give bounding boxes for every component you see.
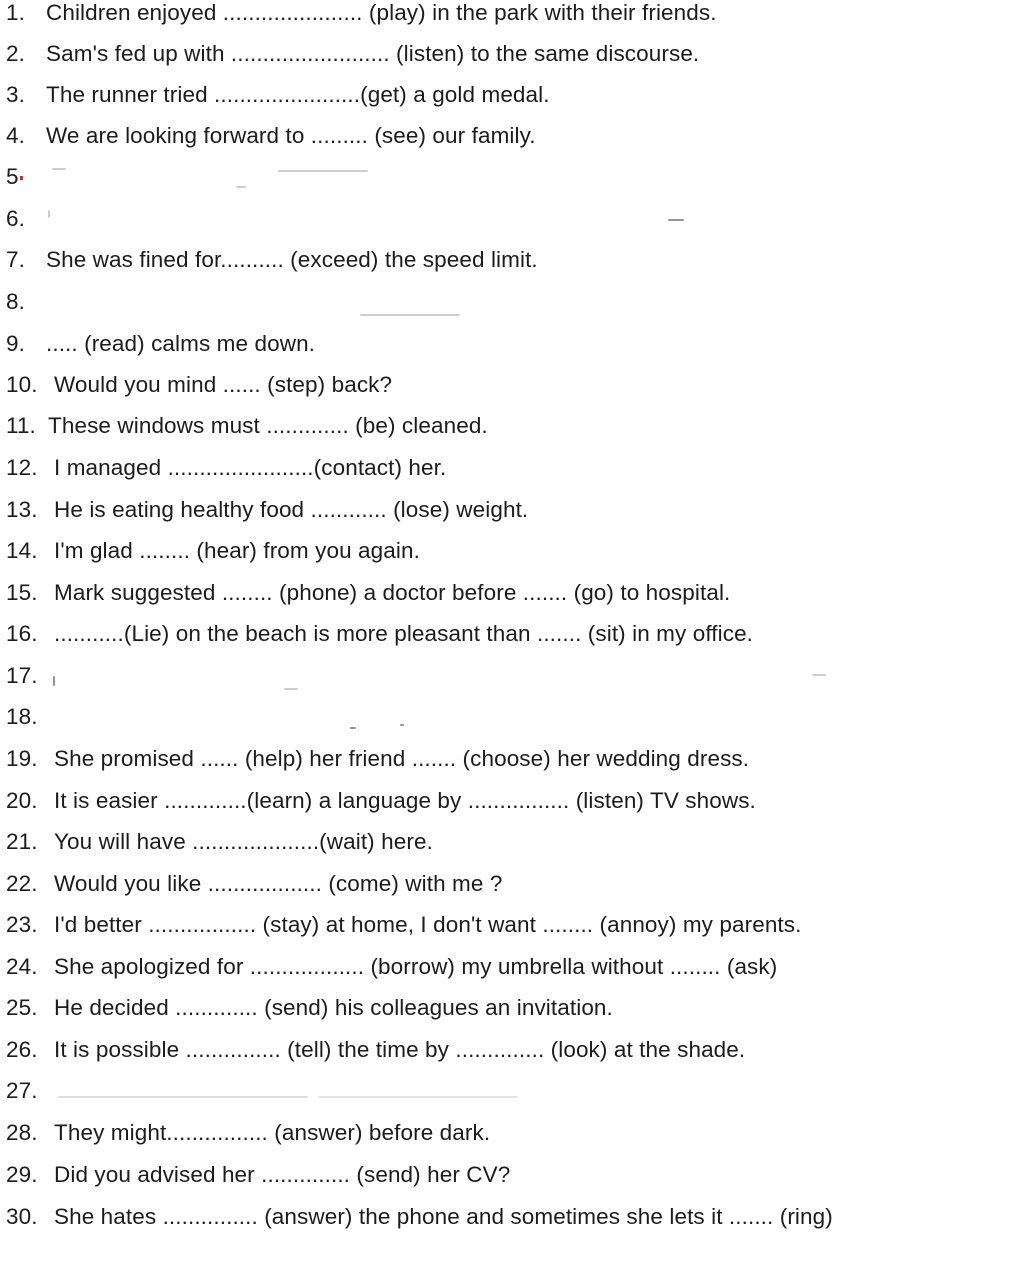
exercise-item-29 <box>6 1158 510 1192</box>
item-number: 19. <box>6 746 38 771</box>
erased-line-smudge <box>360 314 460 316</box>
item-number: 2. <box>6 41 25 66</box>
item-text: I'm glad ........ (hear) from you again. <box>54 538 420 563</box>
exercise-item-24 <box>6 950 777 984</box>
item-text: Would you like .................. (come) with me ? <box>54 871 503 896</box>
exercise-item-14 <box>6 534 420 568</box>
erased-line-smudge <box>350 727 356 729</box>
exercise-item-27 <box>6 1074 54 1108</box>
item-text: Sam's fed up with ......................... (listen) to the same discourse. <box>46 41 700 66</box>
exercise-item-5 <box>6 160 23 194</box>
exercise-item-6 <box>6 202 46 236</box>
exercise-item-1 <box>6 0 717 30</box>
exercise-item-23 <box>6 908 802 942</box>
item-number: 28. <box>6 1120 38 1145</box>
item-number: 17. <box>6 663 38 688</box>
item-number: 1. <box>6 0 25 25</box>
erased-line-smudge <box>236 186 246 188</box>
item-number: 26. <box>6 1037 38 1062</box>
item-text: These windows must ............. (be) cleaned. <box>48 413 488 438</box>
item-text: ..... (read) calms me down. <box>46 331 316 356</box>
item-text: I managed .......................(contact) her. <box>54 455 447 480</box>
exercise-item-16 <box>6 617 753 651</box>
item-number: 21. <box>6 829 38 854</box>
erased-line-smudge <box>812 674 826 676</box>
exercise-item-8 <box>6 285 46 319</box>
exercise-item-25 <box>6 991 613 1025</box>
erased-line-smudge <box>318 1096 518 1098</box>
erased-line-smudge <box>668 219 684 221</box>
item-number: 14. <box>6 538 38 563</box>
item-number: 22. <box>6 871 38 896</box>
item-text: I'd better ................. (stay) at home, I don't want ........ (annoy) my parents. <box>54 912 802 937</box>
exercise-item-19 <box>6 742 749 776</box>
erased-line-smudge <box>278 170 368 172</box>
exercise-item-11 <box>6 409 488 443</box>
item-number: 25. <box>6 995 38 1020</box>
item-text: ...........(Lie) on the beach is more pleasant than ....... (sit) in my office. <box>54 621 754 646</box>
item-number: 9. <box>6 331 25 356</box>
item-number: 15. <box>6 580 38 605</box>
item-number: 13. <box>6 497 38 522</box>
exercise-item-26 <box>6 1033 745 1067</box>
item-number: 8. <box>6 289 25 314</box>
exercise-item-7 <box>6 243 538 277</box>
item-text: He is eating healthy food ............ (lose) weight. <box>54 497 529 522</box>
exercise-item-15 <box>6 576 730 610</box>
exercise-item-18 <box>6 700 54 734</box>
item-number: 12. <box>6 455 38 480</box>
item-number: 4. <box>6 123 25 148</box>
exercise-item-2 <box>6 37 699 71</box>
item-text: Children enjoyed ...................... (play) in the park with their friends. <box>46 0 717 25</box>
exercise-item-20 <box>6 784 756 818</box>
item-text: Mark suggested ........ (phone) a doctor before ....... (go) to hospital. <box>54 580 731 605</box>
item-text: The runner tried .......................(get) a gold medal. <box>46 82 550 107</box>
exercise-item-28 <box>6 1116 490 1150</box>
item-number: 11. <box>6 413 36 438</box>
item-text: She hates ............... (answer) the phone and sometimes she lets it ....... (ring) <box>54 1204 833 1229</box>
exercise-item-9 <box>6 327 315 361</box>
erased-line-smudge <box>284 688 298 690</box>
item-text: They might................ (answer) before dark. <box>54 1120 491 1145</box>
exercise-item-21 <box>6 825 433 859</box>
item-number: 27. <box>6 1078 38 1103</box>
exercise-item-13 <box>6 493 528 527</box>
item-text: Did you advised her .............. (send) her CV? <box>54 1162 511 1187</box>
exercise-item-12 <box>6 451 446 485</box>
item-text: Would you mind ...... (step) back? <box>54 372 393 397</box>
item-number: 30. <box>6 1204 38 1229</box>
item-text: She was fined for.......... (exceed) the speed limit. <box>46 247 538 272</box>
exercise-item-30 <box>6 1200 833 1234</box>
exercise-item-10 <box>6 368 392 402</box>
red-mark <box>20 176 23 180</box>
exercise-item-4 <box>6 119 536 153</box>
item-number: 5 <box>6 164 19 189</box>
exercise-item-17 <box>6 659 54 693</box>
erased-line-smudge <box>58 1096 308 1098</box>
item-text: She apologized for .................. (borrow) my umbrella without ........ (ask) <box>54 954 778 979</box>
item-text: It is possible ............... (tell) the time by .............. (look) at the shade. <box>54 1037 746 1062</box>
item-number: 10. <box>6 372 38 397</box>
item-number: 23. <box>6 912 38 937</box>
item-number: 7. <box>6 247 25 272</box>
erased-line-smudge <box>48 210 50 218</box>
erased-line-smudge <box>52 168 66 170</box>
erased-line-smudge <box>400 724 404 726</box>
item-number: 18. <box>6 704 38 729</box>
exercise-item-3 <box>6 78 550 112</box>
item-number: 3. <box>6 82 25 107</box>
item-number: 29. <box>6 1162 38 1187</box>
item-number: 20. <box>6 788 38 813</box>
item-text: She promised ...... (help) her friend ....... (choose) her wedding dress. <box>54 746 750 771</box>
item-text: You will have ....................(wait) here. <box>54 829 433 854</box>
exercise-item-22 <box>6 867 502 901</box>
item-text: He decided ............. (send) his colleagues an invitation. <box>54 995 613 1020</box>
item-number: 24. <box>6 954 38 979</box>
erased-line-smudge <box>53 676 55 686</box>
item-number: 6. <box>6 206 25 231</box>
item-text: It is easier .............(learn) a language by ................ (listen) TV shows. <box>54 788 756 813</box>
item-number: 16. <box>6 621 38 646</box>
item-text: We are looking forward to ......... (see) our family. <box>46 123 536 148</box>
